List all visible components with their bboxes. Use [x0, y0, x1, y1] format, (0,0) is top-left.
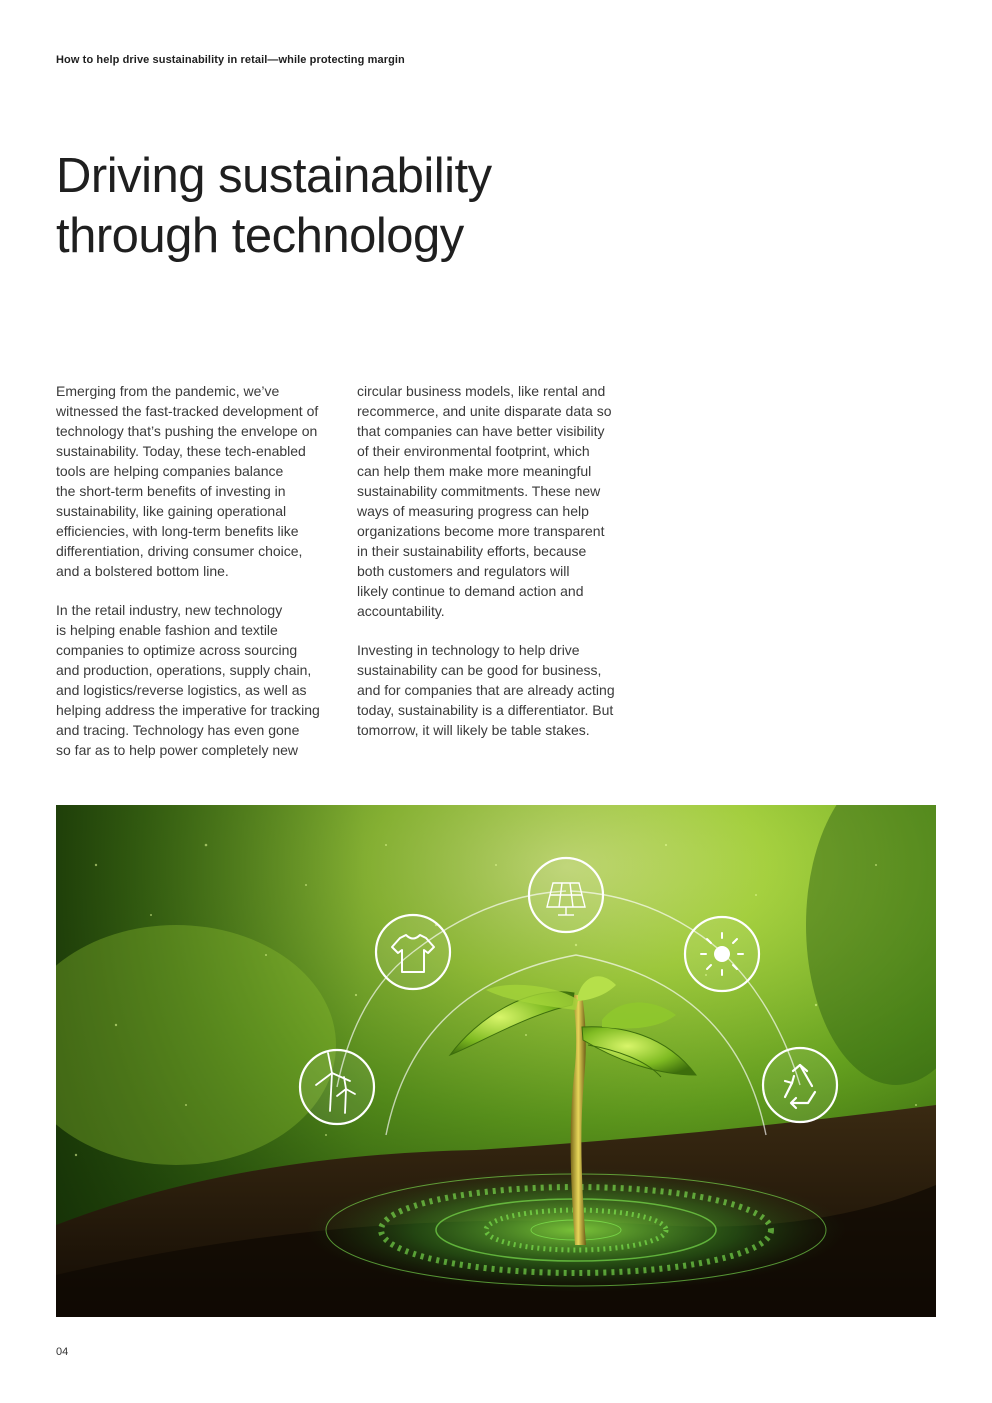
text-line: witnessed the fast-tracked development of — [56, 403, 319, 419]
text-line: technology that’s pushing the envelope on — [56, 423, 318, 439]
text-line: In the retail industry, new technology — [56, 602, 283, 618]
text-line: and production, operations, supply chain, — [56, 662, 312, 678]
page-number: 04 — [56, 1346, 69, 1358]
recycle-icon — [763, 1048, 837, 1122]
body-column-left — [56, 381, 336, 779]
text-line: can help them make more meaningful — [357, 463, 592, 479]
text-line: today, sustainability is a differentiator. But — [357, 702, 614, 718]
page-title-line-2: through technology — [56, 209, 464, 263]
text-line: is helping enable fashion and textile — [56, 622, 278, 638]
text-line: Emerging from the pandemic, we’ve — [56, 383, 280, 399]
text-line: recommerce, and unite disparate data so — [357, 403, 612, 419]
text-line: sustainability can be good for business, — [357, 662, 602, 678]
sun-icon — [685, 917, 759, 991]
text-line: ways of measuring progress can help — [357, 503, 589, 519]
text-line: accountability. — [357, 603, 445, 619]
text-line: efficiencies, with long-term benefits like — [56, 523, 299, 539]
running-header: How to help drive sustainability in retail—while protecting margin — [56, 54, 405, 66]
t-shirt-icon — [376, 915, 450, 989]
text-line: and tracing. Technology has even gone — [56, 722, 300, 738]
text-line: so far as to help power completely new — [56, 742, 299, 758]
text-line: that companies can have better visibility — [357, 423, 605, 439]
wind-turbine-icon — [300, 1050, 374, 1124]
text-line: sustainability commitments. These new — [357, 483, 601, 499]
paragraph — [357, 640, 637, 740]
page-title — [56, 146, 492, 266]
text-line: sustainability. Today, these tech-enabled — [56, 443, 306, 459]
text-line: companies to optimize across sourcing — [56, 642, 298, 658]
text-line: sustainability, like gaining operational — [56, 503, 287, 519]
solar-panel-icon — [529, 858, 603, 932]
body-column-right — [357, 381, 637, 759]
text-line: and a bolstered bottom line. — [56, 563, 229, 579]
text-line: both customers and regulators will — [357, 563, 570, 579]
paragraph — [56, 381, 336, 581]
text-line: organizations become more transparent — [357, 523, 605, 539]
hero-image — [56, 805, 936, 1317]
text-line: helping address the imperative for tracking — [56, 702, 320, 718]
text-line: and for companies that are already acting — [357, 682, 615, 698]
text-line: tomorrow, it will likely be table stakes. — [357, 722, 590, 738]
text-line: Investing in technology to help drive — [357, 642, 580, 658]
text-line: differentiation, driving consumer choice, — [56, 543, 303, 559]
paragraph — [357, 381, 637, 621]
sprout-technology-illustration — [56, 805, 936, 1317]
text-line: in their sustainability efforts, because — [357, 543, 587, 559]
text-line: the short-term benefits of investing in — [56, 483, 286, 499]
text-line: and logistics/reverse logistics, as well as — [56, 682, 307, 698]
text-line: of their environmental footprint, which — [357, 443, 590, 459]
text-line: circular business models, like rental and — [357, 383, 606, 399]
text-line: tools are helping companies balance — [56, 463, 284, 479]
page-title-line-1: Driving sustainability — [56, 149, 492, 203]
text-line: likely continue to demand action and — [357, 583, 584, 599]
paragraph — [56, 600, 336, 760]
